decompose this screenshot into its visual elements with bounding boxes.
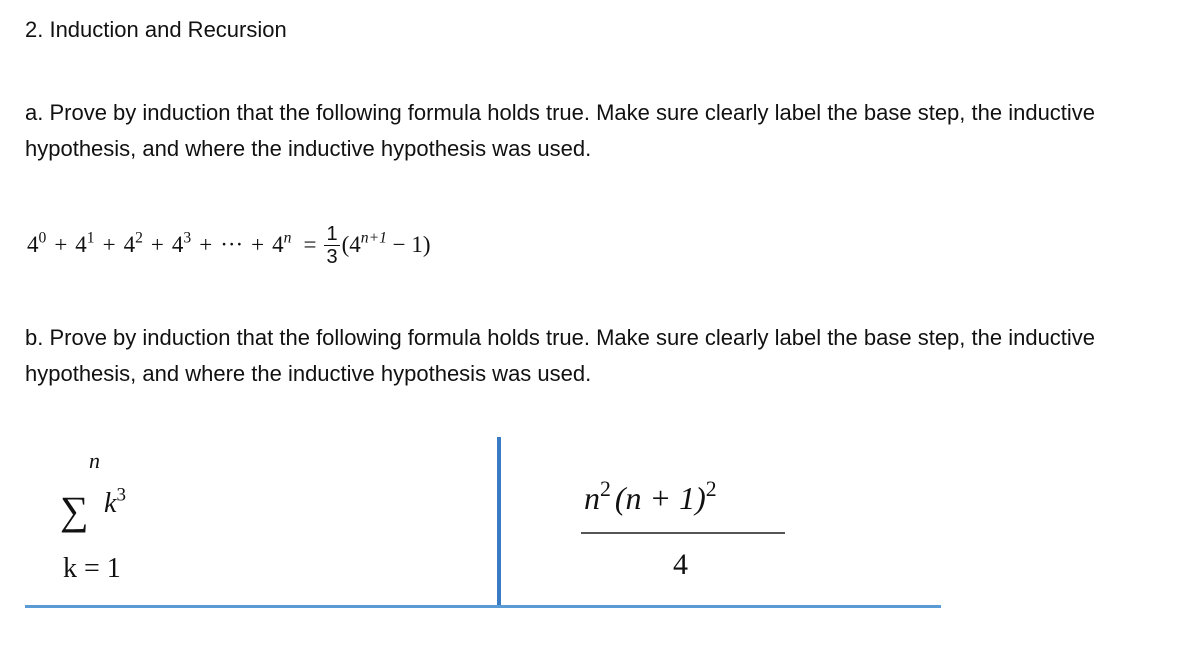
ellipsis: ···: [220, 232, 244, 257]
term-4-0: $4^0$: [27, 229, 47, 257]
section-heading: 2. Induction and Recursion: [25, 17, 287, 42]
fraction-denominator: 3: [326, 245, 338, 268]
power-term: ($4^{n+1}$: [341, 229, 387, 257]
term-4-n: 4$^n$: [272, 229, 292, 257]
equals-sign: =: [303, 232, 317, 257]
table-column-divider: [497, 437, 501, 607]
plus-sign: +: [102, 232, 116, 257]
rhs-fraction-bar: [581, 532, 785, 534]
minus-one: − 1): [386, 232, 431, 257]
sum-term: $k^3$: [104, 484, 126, 519]
fraction-one-third: [324, 223, 339, 268]
part-a-instructions: a. Prove by induction that the following formula holds true. Make sure clearly label the base step, the inductive hypothesis, and where the inductive hypothesis was used.: [25, 100, 1096, 161]
rhs-denominator: 4: [673, 548, 688, 581]
part-b-instructions: b. Prove by induction that the following formula holds true. Make sure clearly label the base step, the inductive hypothesis, and where the inductive hypothesis was used.: [25, 325, 1096, 386]
sigma-symbol: ∑: [60, 488, 89, 533]
term-4-1: $4^1$: [75, 229, 95, 257]
plus-sign: +: [199, 232, 213, 257]
plus-sign: +: [54, 232, 68, 257]
part-a-formula: [27, 213, 431, 277]
plus-sign: +: [150, 232, 164, 257]
sum-upper-limit: n: [89, 448, 100, 473]
rhs-numerator: $n^2$ $(n + 1)^2$: [584, 476, 717, 516]
sum-lower-limit: k = 1: [63, 553, 121, 584]
fraction-numerator: 1: [326, 222, 338, 245]
table-bottom-border: [25, 605, 941, 608]
plus-sign: +: [251, 232, 265, 257]
term-4-3: $4^3$: [171, 229, 192, 257]
term-4-2: $4^2$: [123, 229, 143, 257]
